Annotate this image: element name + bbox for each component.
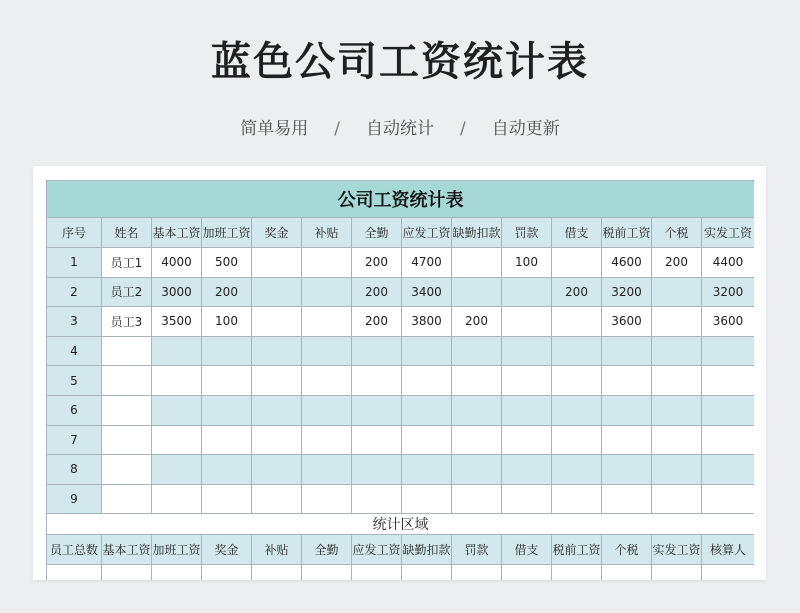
table-cell[interactable]: 员工1 bbox=[102, 248, 152, 278]
table-cell[interactable] bbox=[302, 307, 352, 337]
table-cell[interactable] bbox=[202, 484, 252, 514]
table-cell[interactable] bbox=[602, 366, 652, 396]
table-cell[interactable] bbox=[552, 366, 602, 396]
stats-value-cell[interactable] bbox=[452, 565, 502, 580]
table-cell[interactable]: 200 bbox=[352, 307, 402, 337]
table-cell[interactable]: 200 bbox=[352, 277, 402, 307]
table-cell[interactable] bbox=[402, 395, 452, 425]
column-header[interactable]: 个税 bbox=[652, 218, 702, 248]
table-cell[interactable] bbox=[252, 277, 302, 307]
row-number-cell[interactable]: 7 bbox=[47, 425, 102, 455]
stats-column-header[interactable]: 补贴 bbox=[252, 535, 302, 565]
table-cell[interactable] bbox=[252, 366, 302, 396]
table-banner-title[interactable]: 公司工资统计表 bbox=[47, 181, 755, 218]
table-row bbox=[47, 455, 755, 485]
table-cell[interactable] bbox=[302, 277, 352, 307]
table-cell[interactable] bbox=[352, 455, 402, 485]
stats-column-header[interactable]: 全勤 bbox=[302, 535, 352, 565]
table-cell[interactable]: 100 bbox=[502, 248, 552, 278]
table-cell[interactable] bbox=[652, 484, 702, 514]
table-cell[interactable]: 4600 bbox=[602, 248, 652, 278]
table-cell[interactable]: 200 bbox=[452, 307, 502, 337]
stats-value-cell[interactable] bbox=[152, 565, 202, 580]
table-cell[interactable] bbox=[502, 455, 552, 485]
table-cell[interactable]: 500 bbox=[202, 248, 252, 278]
stats-column-header[interactable]: 加班工资 bbox=[152, 535, 202, 565]
column-header[interactable]: 姓名 bbox=[102, 218, 152, 248]
table-cell[interactable] bbox=[402, 425, 452, 455]
table-cell[interactable] bbox=[652, 425, 702, 455]
table-cell[interactable] bbox=[702, 484, 755, 514]
feature-tags bbox=[0, 114, 800, 139]
stats-value-cell[interactable] bbox=[352, 565, 402, 580]
table-cell[interactable] bbox=[552, 455, 602, 485]
table-cell[interactable] bbox=[452, 455, 502, 485]
table-cell[interactable] bbox=[702, 395, 755, 425]
column-header[interactable]: 全勤 bbox=[352, 218, 402, 248]
table-cell[interactable] bbox=[102, 455, 152, 485]
table-row bbox=[47, 307, 755, 337]
stats-column-header[interactable]: 基本工资 bbox=[102, 535, 152, 565]
column-header[interactable]: 实发工资 bbox=[702, 218, 755, 248]
table-cell[interactable] bbox=[652, 277, 702, 307]
table-row bbox=[47, 366, 755, 396]
stats-column-header[interactable]: 借支 bbox=[502, 535, 552, 565]
table-row bbox=[47, 248, 755, 278]
table-cell[interactable]: 3600 bbox=[702, 307, 755, 337]
table-cell[interactable] bbox=[352, 425, 402, 455]
table-cell[interactable]: 200 bbox=[652, 248, 702, 278]
table-cell[interactable] bbox=[452, 425, 502, 455]
column-header[interactable]: 序号 bbox=[47, 218, 102, 248]
column-header[interactable]: 借支 bbox=[552, 218, 602, 248]
stats-title[interactable]: 统计区域 bbox=[47, 514, 755, 535]
column-header[interactable]: 应发工资 bbox=[402, 218, 452, 248]
table-cell[interactable] bbox=[252, 395, 302, 425]
table-cell[interactable] bbox=[152, 336, 202, 366]
column-header[interactable]: 基本工资 bbox=[152, 218, 202, 248]
row-number-cell[interactable]: 1 bbox=[47, 248, 102, 278]
table-cell[interactable] bbox=[702, 425, 755, 455]
table-cell[interactable]: 员工2 bbox=[102, 277, 152, 307]
table-cell[interactable] bbox=[552, 395, 602, 425]
table-row bbox=[47, 336, 755, 366]
table-cell[interactable] bbox=[202, 366, 252, 396]
stats-value-cell[interactable] bbox=[252, 565, 302, 580]
table-cell[interactable] bbox=[302, 425, 352, 455]
table-cell[interactable] bbox=[652, 307, 702, 337]
table-cell[interactable] bbox=[352, 395, 402, 425]
table-cell[interactable] bbox=[452, 277, 502, 307]
tag-auto-stat: 自动统计 bbox=[366, 119, 434, 139]
column-header[interactable]: 缺勤扣款 bbox=[452, 218, 502, 248]
table-cell[interactable] bbox=[402, 366, 452, 396]
stats-column-header[interactable]: 核算人 bbox=[702, 535, 755, 565]
row-number-cell[interactable]: 2 bbox=[47, 277, 102, 307]
row-number-cell[interactable]: 5 bbox=[47, 366, 102, 396]
table-cell[interactable]: 3400 bbox=[402, 277, 452, 307]
stats-column-header[interactable]: 税前工资 bbox=[552, 535, 602, 565]
header-row bbox=[47, 218, 755, 248]
table-cell[interactable] bbox=[102, 336, 152, 366]
stats-value-cell[interactable] bbox=[202, 565, 252, 580]
table-cell[interactable]: 4400 bbox=[702, 248, 755, 278]
table-cell[interactable]: 3500 bbox=[152, 307, 202, 337]
stats-value-cell[interactable] bbox=[652, 565, 702, 580]
stats-column-header[interactable]: 应发工资 bbox=[352, 535, 402, 565]
row-number-cell[interactable]: 3 bbox=[47, 307, 102, 337]
table-cell[interactable] bbox=[302, 366, 352, 396]
table-cell[interactable]: 4700 bbox=[402, 248, 452, 278]
table-cell[interactable] bbox=[552, 307, 602, 337]
tag-easy: 简单易用 bbox=[240, 119, 309, 139]
stats-column-header[interactable]: 实发工资 bbox=[652, 535, 702, 565]
table-cell[interactable] bbox=[302, 336, 352, 366]
table-row bbox=[47, 425, 755, 455]
table-cell[interactable] bbox=[452, 336, 502, 366]
table-cell[interactable] bbox=[402, 336, 452, 366]
table-cell[interactable]: 100 bbox=[202, 307, 252, 337]
table-cell[interactable] bbox=[602, 455, 652, 485]
table-cell[interactable]: 200 bbox=[352, 248, 402, 278]
row-number-cell[interactable]: 6 bbox=[47, 395, 102, 425]
stats-value-cell[interactable] bbox=[402, 565, 452, 580]
table-cell[interactable] bbox=[152, 484, 202, 514]
table-cell[interactable] bbox=[102, 425, 152, 455]
stats-value-cell[interactable] bbox=[502, 565, 552, 580]
table-cell[interactable] bbox=[602, 395, 652, 425]
table-cell[interactable] bbox=[352, 484, 402, 514]
table-cell[interactable] bbox=[552, 248, 602, 278]
table-cell[interactable]: 3200 bbox=[702, 277, 755, 307]
table-cell[interactable]: 3200 bbox=[602, 277, 652, 307]
stats-value-cell[interactable] bbox=[302, 565, 352, 580]
stats-column-header[interactable]: 个税 bbox=[602, 535, 652, 565]
table-cell[interactable] bbox=[252, 484, 302, 514]
stats-column-header[interactable]: 缺勤扣款 bbox=[402, 535, 452, 565]
table-cell[interactable] bbox=[152, 455, 202, 485]
table-cell[interactable] bbox=[702, 455, 755, 485]
stats-value-cell[interactable] bbox=[47, 565, 102, 580]
table-cell[interactable] bbox=[502, 395, 552, 425]
table-cell[interactable] bbox=[702, 366, 755, 396]
table-cell[interactable] bbox=[652, 336, 702, 366]
table-cell[interactable] bbox=[252, 455, 302, 485]
table-cell[interactable]: 200 bbox=[552, 277, 602, 307]
table-cell[interactable] bbox=[102, 484, 152, 514]
table-cell[interactable] bbox=[202, 425, 252, 455]
table-row bbox=[47, 484, 755, 514]
table-cell[interactable] bbox=[352, 366, 402, 396]
table-cell[interactable] bbox=[252, 336, 302, 366]
table-cell[interactable] bbox=[152, 366, 202, 396]
table-cell[interactable]: 3600 bbox=[602, 307, 652, 337]
tag-separator: / bbox=[334, 119, 340, 139]
column-header[interactable]: 税前工资 bbox=[602, 218, 652, 248]
table-cell[interactable] bbox=[502, 277, 552, 307]
column-header[interactable]: 罚款 bbox=[502, 218, 552, 248]
stats-value-cell[interactable] bbox=[702, 565, 755, 580]
table-cell[interactable]: 200 bbox=[202, 277, 252, 307]
table-cell[interactable]: 4000 bbox=[152, 248, 202, 278]
table-cell[interactable] bbox=[702, 336, 755, 366]
table-cell[interactable] bbox=[302, 248, 352, 278]
tag-separator: / bbox=[460, 119, 466, 139]
table-cell[interactable] bbox=[202, 336, 252, 366]
stats-header-row bbox=[47, 535, 755, 565]
table-cell[interactable] bbox=[302, 395, 352, 425]
column-header[interactable]: 补贴 bbox=[302, 218, 352, 248]
table-cell[interactable] bbox=[202, 455, 252, 485]
table-cell[interactable] bbox=[302, 484, 352, 514]
table-cell[interactable] bbox=[552, 425, 602, 455]
table-cell[interactable] bbox=[152, 425, 202, 455]
table-cell[interactable] bbox=[402, 484, 452, 514]
stats-value-row bbox=[47, 565, 755, 580]
table-cell[interactable]: 员工3 bbox=[102, 307, 152, 337]
table-row bbox=[47, 395, 755, 425]
table-cell[interactable] bbox=[502, 425, 552, 455]
stats-column-header[interactable]: 员工总数 bbox=[47, 535, 102, 565]
table-cell[interactable] bbox=[452, 484, 502, 514]
table-cell[interactable] bbox=[152, 395, 202, 425]
table-cell[interactable] bbox=[252, 248, 302, 278]
table-cell[interactable] bbox=[252, 307, 302, 337]
salary-table bbox=[46, 180, 754, 580]
table-cell[interactable]: 3000 bbox=[152, 277, 202, 307]
table-cell[interactable] bbox=[352, 336, 402, 366]
table-cell[interactable] bbox=[452, 248, 502, 278]
table-cell[interactable] bbox=[502, 366, 552, 396]
table-cell[interactable] bbox=[552, 336, 602, 366]
table-cell[interactable] bbox=[402, 455, 452, 485]
table-cell[interactable] bbox=[602, 336, 652, 366]
table-cell[interactable] bbox=[302, 455, 352, 485]
table-row bbox=[47, 277, 755, 307]
row-number-cell[interactable]: 8 bbox=[47, 455, 102, 485]
table-cell[interactable] bbox=[202, 395, 252, 425]
table-cell[interactable] bbox=[252, 425, 302, 455]
table-cell[interactable] bbox=[452, 366, 502, 396]
tag-auto-update: 自动更新 bbox=[491, 119, 560, 139]
table-cell[interactable] bbox=[502, 484, 552, 514]
table-cell[interactable] bbox=[552, 484, 602, 514]
row-number-cell[interactable]: 4 bbox=[47, 336, 102, 366]
table-cell[interactable] bbox=[502, 307, 552, 337]
table-cell[interactable] bbox=[652, 366, 702, 396]
stats-title-row bbox=[47, 514, 755, 535]
stats-value-cell[interactable] bbox=[552, 565, 602, 580]
spreadsheet bbox=[46, 180, 754, 580]
table-cell[interactable] bbox=[452, 395, 502, 425]
table-cell[interactable] bbox=[602, 484, 652, 514]
table-cell[interactable] bbox=[502, 336, 552, 366]
stats-column-header[interactable]: 罚款 bbox=[452, 535, 502, 565]
stats-value-cell[interactable] bbox=[102, 565, 152, 580]
table-cell[interactable] bbox=[602, 425, 652, 455]
banner-row bbox=[47, 181, 755, 218]
stats-column-header[interactable]: 奖金 bbox=[202, 535, 252, 565]
table-cell[interactable] bbox=[102, 366, 152, 396]
table-cell[interactable] bbox=[102, 395, 152, 425]
table-cell[interactable] bbox=[652, 395, 702, 425]
table-cell[interactable]: 3800 bbox=[402, 307, 452, 337]
row-number-cell[interactable]: 9 bbox=[47, 484, 102, 514]
stats-value-cell[interactable] bbox=[602, 565, 652, 580]
column-header[interactable]: 奖金 bbox=[252, 218, 302, 248]
column-header[interactable]: 加班工资 bbox=[202, 218, 252, 248]
table-cell[interactable] bbox=[652, 455, 702, 485]
page-title: 蓝色公司工资统计表 bbox=[211, 39, 589, 85]
